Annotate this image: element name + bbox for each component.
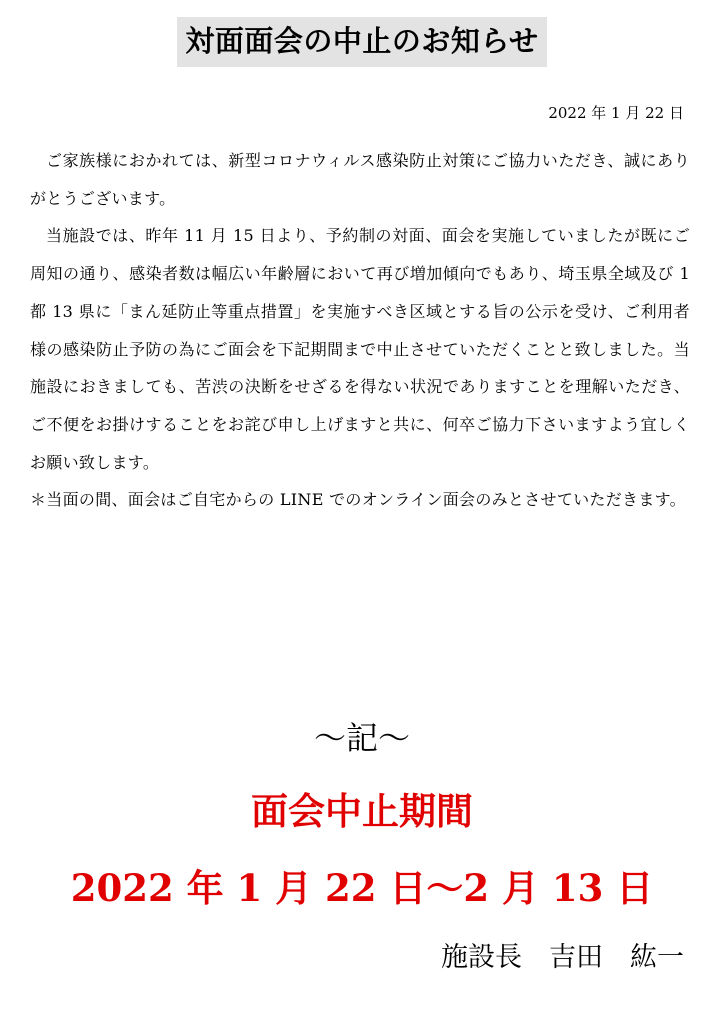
title-wrapper [0, 17, 724, 67]
paragraph-greeting: ご家族様におかれては、新型コロナウィルス感染防止対策にご協力いただき、誠にありがとうございます。 [30, 151, 690, 208]
paragraph-note: ＊当面の間、面会はご自宅からの LINE でのオンライン面会のみとさせていただきます。 [30, 490, 686, 510]
ki-heading: ～記～ [313, 719, 410, 757]
suspension-period-label: 面会中止期間 [251, 790, 473, 833]
suspension-period-range: 2022 年 1 月 22 日～2 月 13 日 [70, 866, 654, 910]
paragraph-main: 当施設では、昨年 11 月 15 日より、予約制の対面、面会を実施していましたが既にご周知の通り、感染者数は幅広い年齢層において再び増加傾向でもあり、埼玉県全域及び 1 都 13 県に「まん延防止等重点措置」を実施すべき区域とする旨の公示を受け、ご利用者様の感染防止予防の為にご面会を下記期間まで中止させていただくことと致しました。当施設におきましても、苦渋の決断をせざるを得ない状況でありますことを理解いただき、ご不便をお掛けすることをお詫び申し上げますと共に、何卒ご協力下さいますよう宜しくお願い致します。 [30, 226, 690, 472]
signature: 施設長 吉田 紘一 [441, 942, 684, 973]
notice-date: 2022 年 1 月 22 日 [548, 104, 684, 122]
notice-body [30, 142, 690, 519]
notice-title: 対面面会の中止のお知らせ [177, 17, 546, 67]
